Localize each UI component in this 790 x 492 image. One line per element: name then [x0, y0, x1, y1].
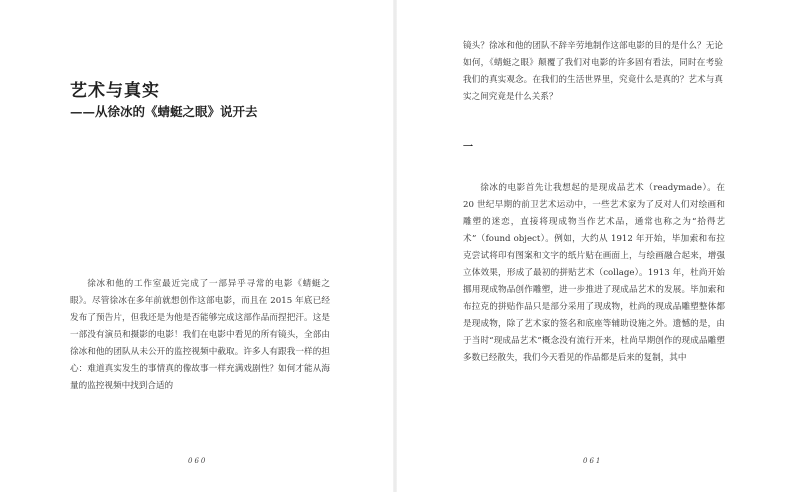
right-body-paragraph: 徐冰的电影首先让我想起的是现成品艺术（readymade）。在 20 世纪早期的前卫艺术运动中，一些艺术家为了反对人们对绘画和雕塑的迷恋，直接将现成物当作艺术品，通常也称之为“拾得艺术”（found object）。例如，大约从 1912 年开始，毕加索和布拉克尝试将印有图案和文字的纸片贴在画面上，与绘画融合起来，增强立体效果，形成了最初的拼贴艺术（collage）。1913 年，杜尚开始挪用现成物品创作雕塑，进一步推进了现成品艺术的发展。毕加索和布拉克的拼贴作品只是部分采用了现成物，杜尚的现成品雕塑整体都是现成物，除了艺术家的签名和底座等辅助设施之外。遗憾的是，由于当时“现成品艺术”概念没有流行开来，杜尚早期创作的现成品雕塑多数已经散失，我们今天看见的作品都是后来的复制，其中: [463, 183, 725, 363]
left-body-paragraph: 徐冰和他的工作室最近完成了一部异乎寻常的电影《蜻蜓之眼》。尽管徐冰在多年前就想创作这部电影，而且在 2015 年底已经发布了预告片，但我还是为他是否能够完成这部作品而捏把汗。这是一部没有演员和摄影的电影！我们在电影中看见的所有镜头，全部由徐冰和他的团队从未公开的监控视频中截取。许多人有跟我一样的担心：难道真实发生的事情真的像故事一样充满戏剧性？如何才能从海量的监控视频中找到合适的: [70, 279, 330, 391]
right-continuation-paragraph: 镜头？徐冰和他的团队不辞辛劳地制作这部电影的目的是什么？无论如何，《蜻蜓之眼》颠覆了我们对电影的许多固有看法，同时在考验我们的真实观念。在我们的生活世界里，究竟什么是真的？艺术与真实之间究竟是什么关系？: [463, 41, 723, 102]
chapter-subtitle: ——从徐冰的《蜻蜓之眼》说开去: [70, 104, 258, 119]
right-page-number: 061: [583, 457, 603, 465]
left-page-number: 060: [188, 457, 208, 465]
chapter-title: 艺术与真实: [70, 81, 160, 101]
section-number: 一: [463, 142, 473, 153]
